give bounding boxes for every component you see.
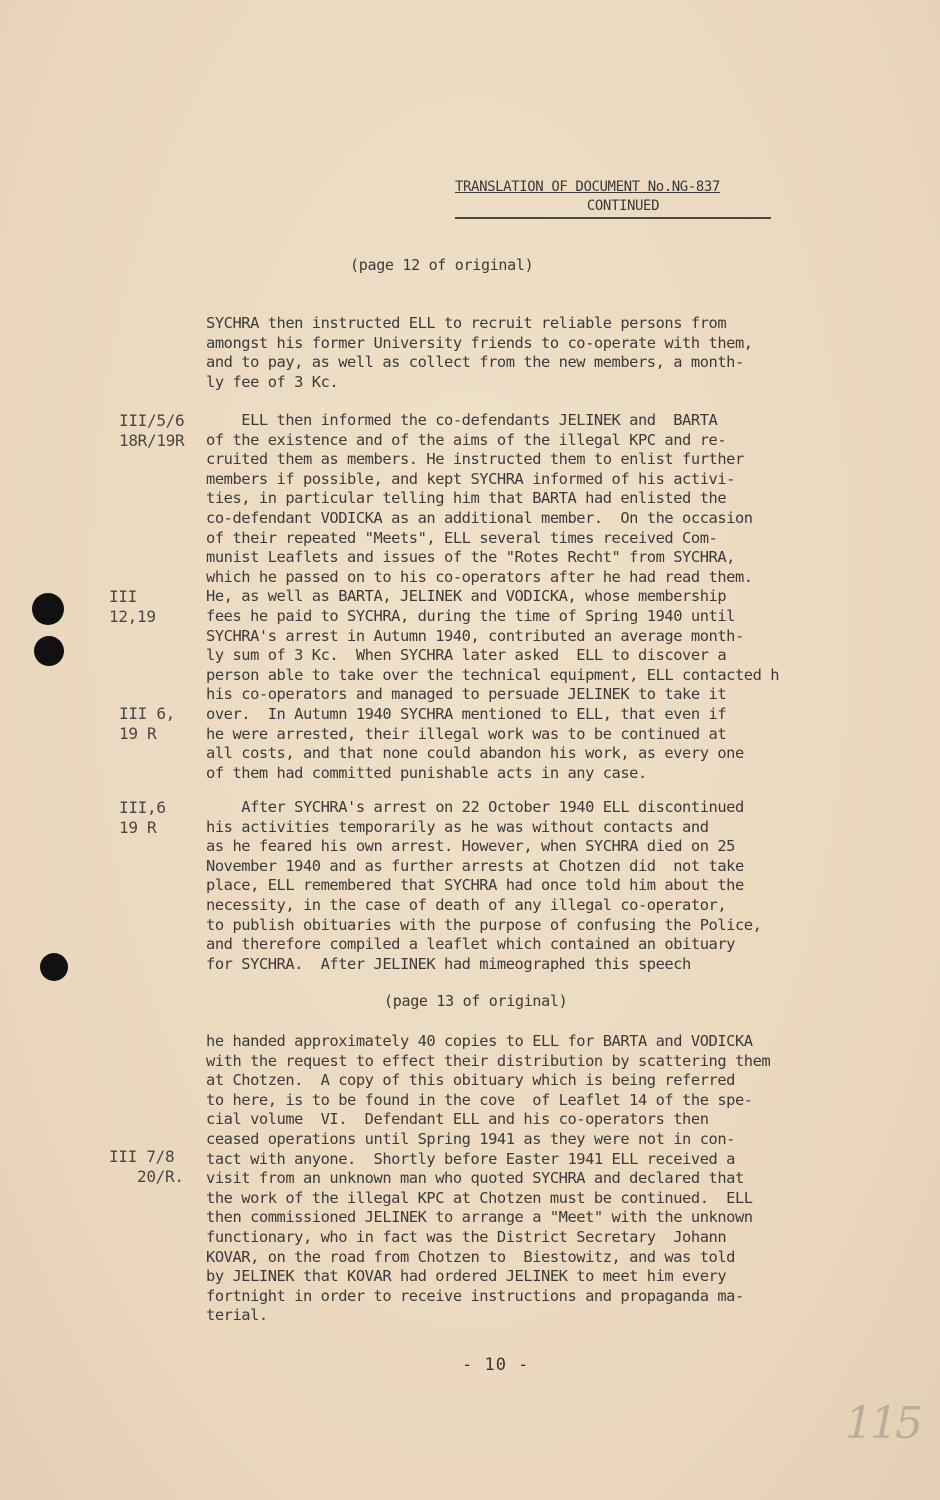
paragraph-1: SYCHRA then instructed ELL to recruit reliable persons from amongst his former University friends to co-operate with them, and to pay, as well as collect from the new members, a month- ly fee of 3 Kc. — [206, 314, 753, 391]
punch-hole-middle — [34, 636, 64, 666]
margin-note-3: III 6, 19 R — [119, 704, 175, 743]
handwritten-folio-number: 115 — [845, 1398, 920, 1449]
header-rule — [455, 217, 771, 219]
paragraph-3: After SYCHRA's arrest on 22 October 1940 ELL discontinued his activities temporarily as he was without contacts and as he feared his own arrest. However, when SYCHRA died on 25 November 1940 and as further arrests at Chotzen did not take place, ELL remembered that SYCHRA had once told him about the necessity, in the case of death of any illegal co-operator, to publish obituaries with the purpose of confusing the Police, and therefore compiled a leaflet which contained an obituary for SYCHRA. After JELINEK had mimeographed this speech — [206, 798, 762, 973]
header-title: TRANSLATION OF DOCUMENT No.NG-837 — [455, 179, 720, 195]
paragraph-2: ELL then informed the co-defendants JELINEK and BARTA of the existence and of the aims of the illegal KPC and re- cruited them as members. He instructed them to enlist further members if possible, and kept SYCHRA informed of his activi- ties, in particular telling him that BARTA had enlisted the co-defendant VODICKA as an additional member. On the occasion of their repeated "Meets", ELL several times received Com- munist Leaflets and issues of the "Rotes Recht" from SYCHRA, which he passed on to his co-operators after he had read them. He, as well as BARTA, JELINEK and VODICKA, whose membership fees he paid to SYCHRA, during the time of Spring 1940 until SYCHRA's arrest in Autumn 1940, contributed an average month- ly sum of 3 Kc. When SYCHRA later asked ELL to discover a person able to take over the technical equipment, ELL contacted h his co-operators and managed to persuade JELINEK to take it over. In Autumn 1940 SYCHRA mentioned to ELL, that even if he were arrested, their illegal work was to be continued at all costs, and that none could abandon his work, as every one of them had committed punishable acts in any case. — [206, 411, 780, 782]
original-page-mark-13: (page 13 of original) — [384, 992, 568, 1010]
margin-note-5: III 7/8 20/R. — [109, 1147, 184, 1186]
punch-hole-top — [32, 593, 64, 625]
margin-note-2: III 12,19 — [109, 587, 156, 626]
punch-hole-bottom — [40, 953, 68, 981]
header-continued: CONTINUED — [586, 198, 660, 214]
document-header — [455, 178, 771, 219]
original-page-mark-12: (page 12 of original) — [350, 256, 534, 274]
margin-note-1: III/5/6 18R/19R — [119, 411, 185, 450]
margin-note-4: III,6 19 R — [119, 798, 166, 837]
paragraph-4: he handed approximately 40 copies to ELL for BARTA and VODICKA with the request to effect their distribution by scattering them at Chotzen. A copy of this obituary which is being referred to here, is to be found in the cove of Leaflet 14 of the spe- cial volume VI. Defendant ELL and his co-operators then ceased operations until Spring 1941 as they were not in con- tact with anyone. Shortly before Easter 1941 ELL received a visit from an unknown man who quoted SYCHRA and declared that the work of the illegal KPC at Chotzen must be continued. ELL then commissioned JELINEK to arrange a "Meet" with the unknown functionary, who in fact was the District Secretary Johann KOVAR, on the road from Chotzen to Biestowitz, and was told by JELINEK that KOVAR had ordered JELINEK to meet him every fortnight in order to receive instructions and propaganda ma- terial. — [206, 1032, 771, 1325]
page-number: - 10 - — [462, 1355, 530, 1375]
